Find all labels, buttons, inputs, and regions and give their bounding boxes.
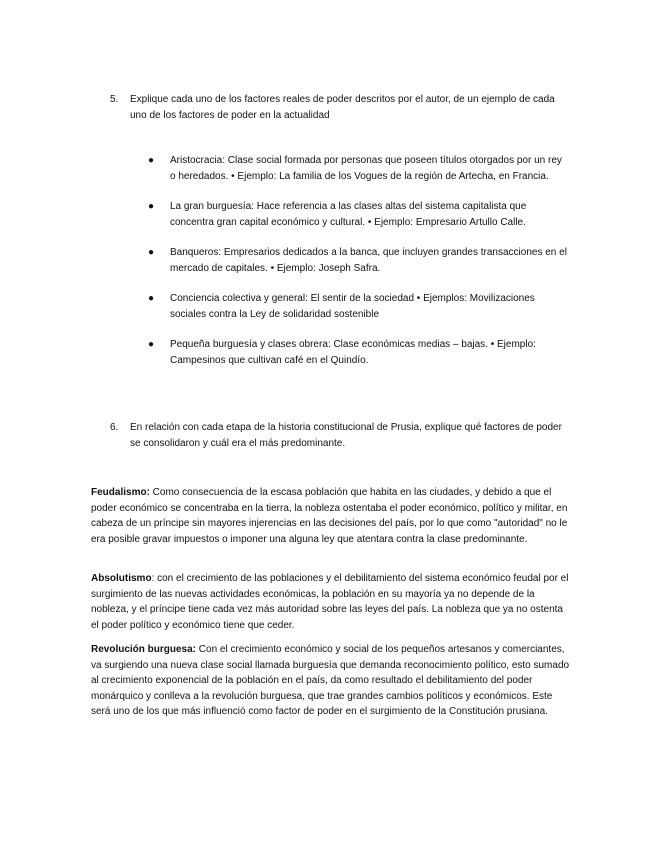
- paragraph-term: Feudalismo:: [91, 487, 150, 498]
- factors-list: [148, 153, 568, 383]
- paragraph-absolutismo: [91, 571, 571, 633]
- question-5: [110, 92, 570, 123]
- paragraph-term: Absolutismo: [91, 573, 152, 584]
- paragraph-body: Con el crecimiento económico y social de los pequeños artesanos y comerciantes, va surgiendo una nueva clase social llamada burguesía que demanda reconocimiento político, esto sumado al crecimiento exponencial de la población en el país, da como resultado el debilitamiento del poder monárquico y conlleva a la revolución burguesa, que trae grandes cambios políticos y económicos. Este será uno de los que más influenció como factor de poder en el surgimiento de la Constitución prusiana.: [91, 644, 570, 717]
- question-6: [110, 420, 570, 451]
- paragraph-body: : con el crecimiento de las poblaciones y el debilitamiento del sistema económico feudal por el surgimiento de las nuevas actividades económicas, la población en su mayoría ya no depende de la nobleza, y el príncipe tiene cada vez más autoridad sobre las leyes del país. La nobleza que ya no ostenta el poder político y económico tiene que ceder.: [91, 573, 569, 631]
- paragraph-body: Como consecuencia de la escasa población que habita en las ciudades, y debido a que el poder económico se concentraba en la tierra, la nobleza ostentaba el poder económico, político y militar, en cabeza de un príncipe sin mayores injerencias en las decisiones del país, por lo que como "autoridad" no le era posible gravar impuestos o imponer una alguna ley que atentara contra la clase predominante.: [91, 487, 568, 545]
- list-item: ● Pequeña burguesía y clases obrera: Clase económicas medias – bajas. • Ejemplo: Campesinos que cultivan café en el Quindío.: [148, 339, 536, 366]
- bullet-icon: ●: [148, 201, 155, 212]
- question-text: En relación con cada etapa de la historia constitucional de Prusia, explique qué factores de poder se consolidaron y cuál era el más predominante.: [130, 422, 562, 449]
- bullet-icon: ●: [148, 155, 155, 166]
- list-item: ● Conciencia colectiva y general: El sentir de la sociedad • Ejemplos: Movilizaciones sociales contra la Ley de solidaridad sostenible: [148, 293, 535, 320]
- bullet-icon: ●: [148, 247, 155, 258]
- list-item: ● La gran burguesía: Hace referencia a las clases altas del sistema capitalista que concentra gran capital económico y cultural. • Ejemplo: Empresario Artullo Calle.: [148, 201, 527, 228]
- list-item: ● Banqueros: Empresarios dedicados a la banca, que incluyen grandes transacciones en el mercado de capitales. • Ejemplo: Joseph Safra.: [148, 247, 567, 274]
- question-number: 5.: [110, 94, 119, 105]
- bullet-icon: ●: [148, 339, 155, 350]
- list-item: ● Aristocracia: Clase social formada por personas que poseen títulos otorgados por un rey o heredados. • Ejemplo: La familia de los Vogues de la región de Artecha, en Francia.: [148, 155, 562, 182]
- paragraph-revolucion-burguesa: [91, 642, 571, 720]
- question-number: 6.: [110, 422, 119, 433]
- bullet-icon: ●: [148, 293, 155, 304]
- question-text: Explique cada uno de los factores reales de poder descritos por el autor, de un ejemplo de cada uno de los factores de poder en la actualidad: [130, 94, 555, 121]
- paragraph-feudalismo: [91, 485, 571, 547]
- paragraph-term: Revolución burguesa:: [91, 644, 197, 655]
